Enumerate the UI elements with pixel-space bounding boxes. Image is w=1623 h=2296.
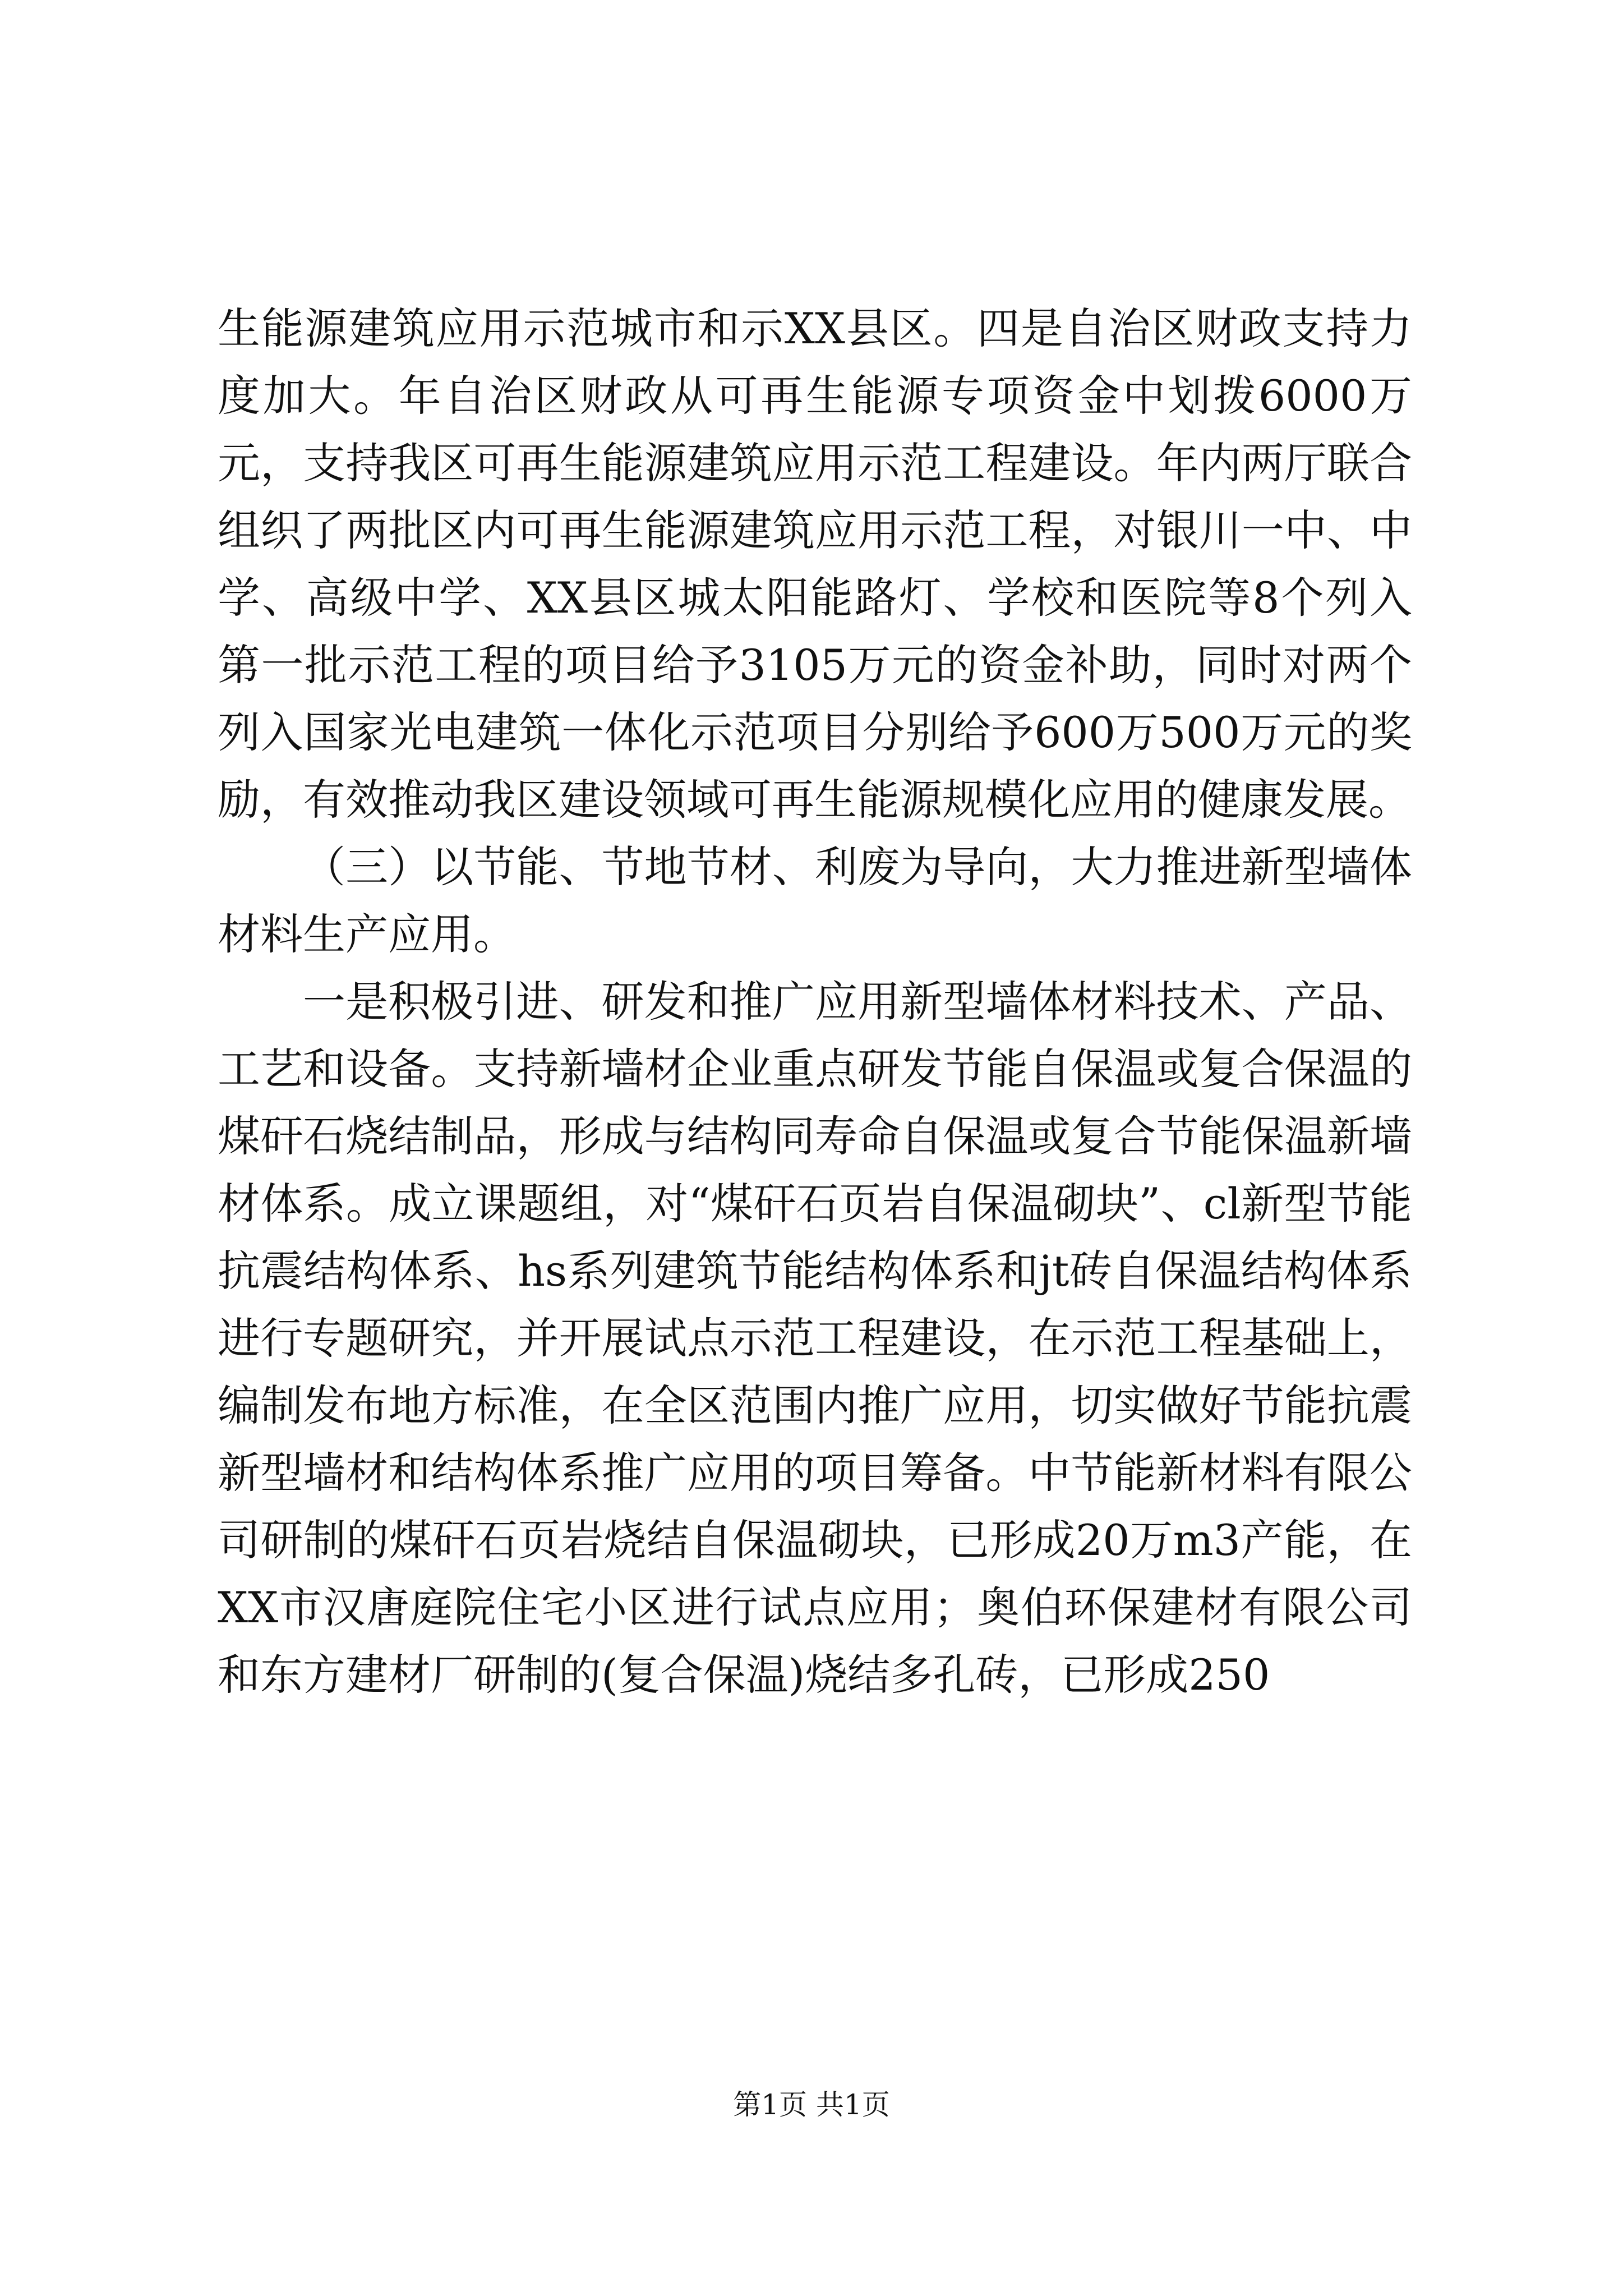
body-text <box>218 295 1412 1709</box>
page-footer: 第1页 共1页 <box>733 2088 890 2121</box>
paragraph-1: 生能源建筑应用示范城市和示XX县区。四是自治区财政支持力度加大。年自治区财政从可再生能源专项资金中划拨6000万元，支持我区可再生能源建筑应用示范工程建设。年内两厅联合组织了两批区内可再生能源建筑应用示范工程，对银川一中、中学、高级中学、XX县区城太阳能路灯、学校和医院等8个列入第一批示范工程的项目给予3105万元的资金补助，同时对两个列入国家光电建筑一体化示范项目分别给予600万500万元的奖励，有效推动我区建设领域可再生能源规模化应用的健康发展。 <box>218 303 1412 825</box>
paragraph-3: 一是积极引进、研发和推广应用新型墙体材料技术、产品、工艺和设备。支持新墙材企业重点研发节能自保温或复合保温的煤矸石烧结制品，形成与结构同寿命自保温或复合节能保温新墙材体系。成立课题组，对“煤矸石页岩自保温砌块”、cl新型节能抗震结构体系、hs系列建筑节能结构体系和jt砖自保温结构体系进行专题研究，并开展试点示范工程建设，在示范工程基础上，编制发布地方标准，在全区范围内推广应用，切实做好节能抗震新型墙材和结构体系推广应用的项目筹备。中节能新材料有限公司研制的煤矸石页岩烧结自保温砌块，已形成20万m3产能，在XX市汉唐庭院住宅小区进行试点应用；奥伯环保建材有限公司和东方建材厂研制的(复合保温)烧结多孔砖，已形成250 <box>218 977 1412 1700</box>
paragraph-2: （三）以节能、节地节材、利废为导向，大力推进新型墙体材料生产应用。 <box>218 842 1412 959</box>
